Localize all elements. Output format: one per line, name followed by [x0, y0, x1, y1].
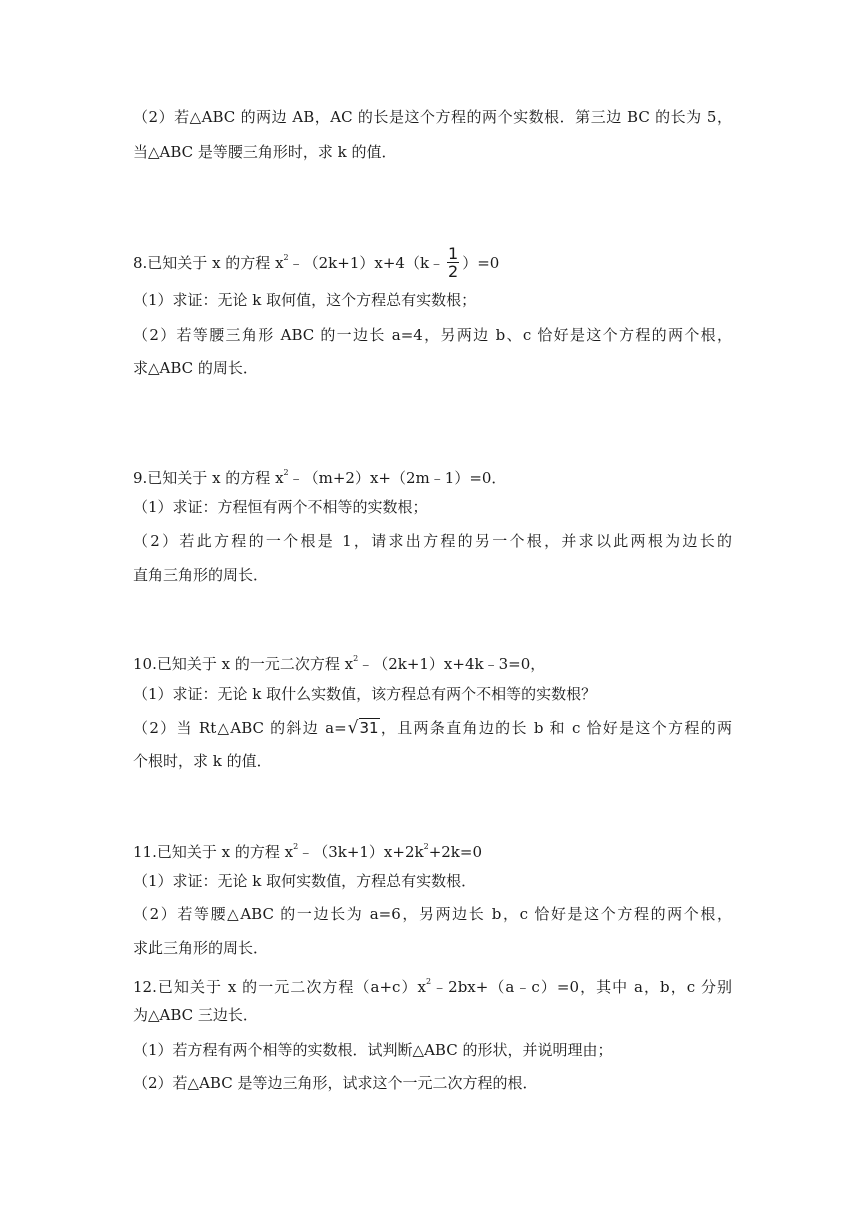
q11-stem-exponent-2: 2 [423, 842, 429, 851]
q9-stem-text-b: ﹣（m+2）x+（2m﹣1）=0． [288, 469, 507, 487]
q7-part2-line1: （2）若△ABC 的两边 AB，AC 的长是这个方程的两个实数根．第三边 BC 的长为 5， [133, 108, 732, 126]
q11-stem-text-b: ﹣（3k+1）x+2k [298, 843, 424, 861]
q9-stem-exponent: 2 [283, 468, 289, 477]
q8-stem-text-b: ﹣（2k+1）x+4（k﹣ [288, 254, 445, 272]
q11-stem-text-c: +2k=0 [428, 843, 483, 861]
q8-part2-line1: （2）若等腰三角形 ABC 的一边长 a=4，另两边 b、c 恰好是这个方程的两个根， [133, 326, 732, 344]
q12-part1: （1）若方程有两个相等的实数根．试判断△ABC 的形状，并说明理由； [133, 1041, 613, 1059]
q11-stem [133, 836, 732, 863]
q10-sqrt [348, 717, 380, 739]
q7-part2-line2: 当△ABC 是等腰三角形时，求 k 的值． [133, 143, 397, 161]
q8-stem-text-c: ）=0 [462, 254, 500, 272]
q12-stem-exponent: 2 [425, 977, 432, 986]
q10-stem-exponent: 2 [353, 654, 359, 663]
q8-fraction-denominator: 2 [448, 261, 459, 281]
q10-part2-text-b: ，且两条直角边的长 b 和 c 恰好是这个方程的两 [379, 719, 733, 737]
q12-stem-text-a: 12.已知关于 x 的一元二次方程（a+c）x [133, 978, 426, 996]
q12-part2: （2）若△ABC 是等边三角形，试求这个一元二次方程的根． [133, 1074, 538, 1092]
q9-part2-line1: （2）若此方程的一个根是 1，请求出方程的另一个根，并求以此两根为边长的 [133, 532, 732, 550]
q10-part2-line2: 个根时，求 k 的值． [133, 752, 272, 770]
q8-stem [133, 245, 732, 282]
q9-stem [133, 462, 732, 489]
q12-stem-line2: 为△ABC 三边长． [133, 1006, 258, 1024]
q10-stem-text-a: 10.已知关于 x 的一元二次方程 x [133, 655, 354, 673]
q11-part2-line1: （2）若等腰△ABC 的一边长为 a=6，另两边长 b，c 恰好是这个方程的两个根， [133, 905, 732, 923]
q10-part2-line1 [133, 717, 732, 739]
q9-part2-line2: 直角三角形的周长． [133, 566, 269, 584]
q8-fraction [447, 245, 459, 280]
q11-stem-text-a: 11.已知关于 x 的方程 x [133, 843, 294, 861]
q8-stem-exponent: 2 [283, 253, 289, 262]
q10-part1: （1）求证：无论 k 取什么实数值，该方程总有两个不相等的实数根？ [133, 685, 597, 703]
q12-stem-line1 [133, 971, 732, 998]
q8-stem-text-a: 8.已知关于 x 的方程 x [133, 254, 284, 272]
q10-stem [133, 648, 732, 675]
q10-stem-text-b: ﹣（2k+1）x+4k﹣3=0， [358, 655, 546, 673]
q8-part2-line2: 求△ABC 的周长． [133, 359, 258, 377]
q12-stem-text-b: ﹣2bx+（a﹣c）=0，其中 a，b，c 分别 [431, 978, 732, 996]
square-root-sign: √ [347, 718, 359, 738]
q9-part1: （1）求证：方程恒有两个不相等的实数根； [133, 498, 428, 516]
q9-stem-text-a: 9.已知关于 x 的方程 x [133, 469, 284, 487]
q8-fraction-numerator: 1 [448, 243, 459, 263]
q11-stem-exponent: 2 [293, 842, 299, 851]
q11-part2-line2: 求此三角形的周长． [133, 939, 269, 957]
q11-part1: （1）求证：无论 k 取何实数值，方程总有实数根． [133, 872, 477, 890]
q10-sqrt-radicand: 31 [359, 719, 379, 737]
q10-part2-text-a: （2）当 Rt△ABC 的斜边 a= [133, 719, 347, 737]
q8-part1: （1）求证：无论 k 取何值，这个方程总有实数根； [133, 291, 477, 309]
